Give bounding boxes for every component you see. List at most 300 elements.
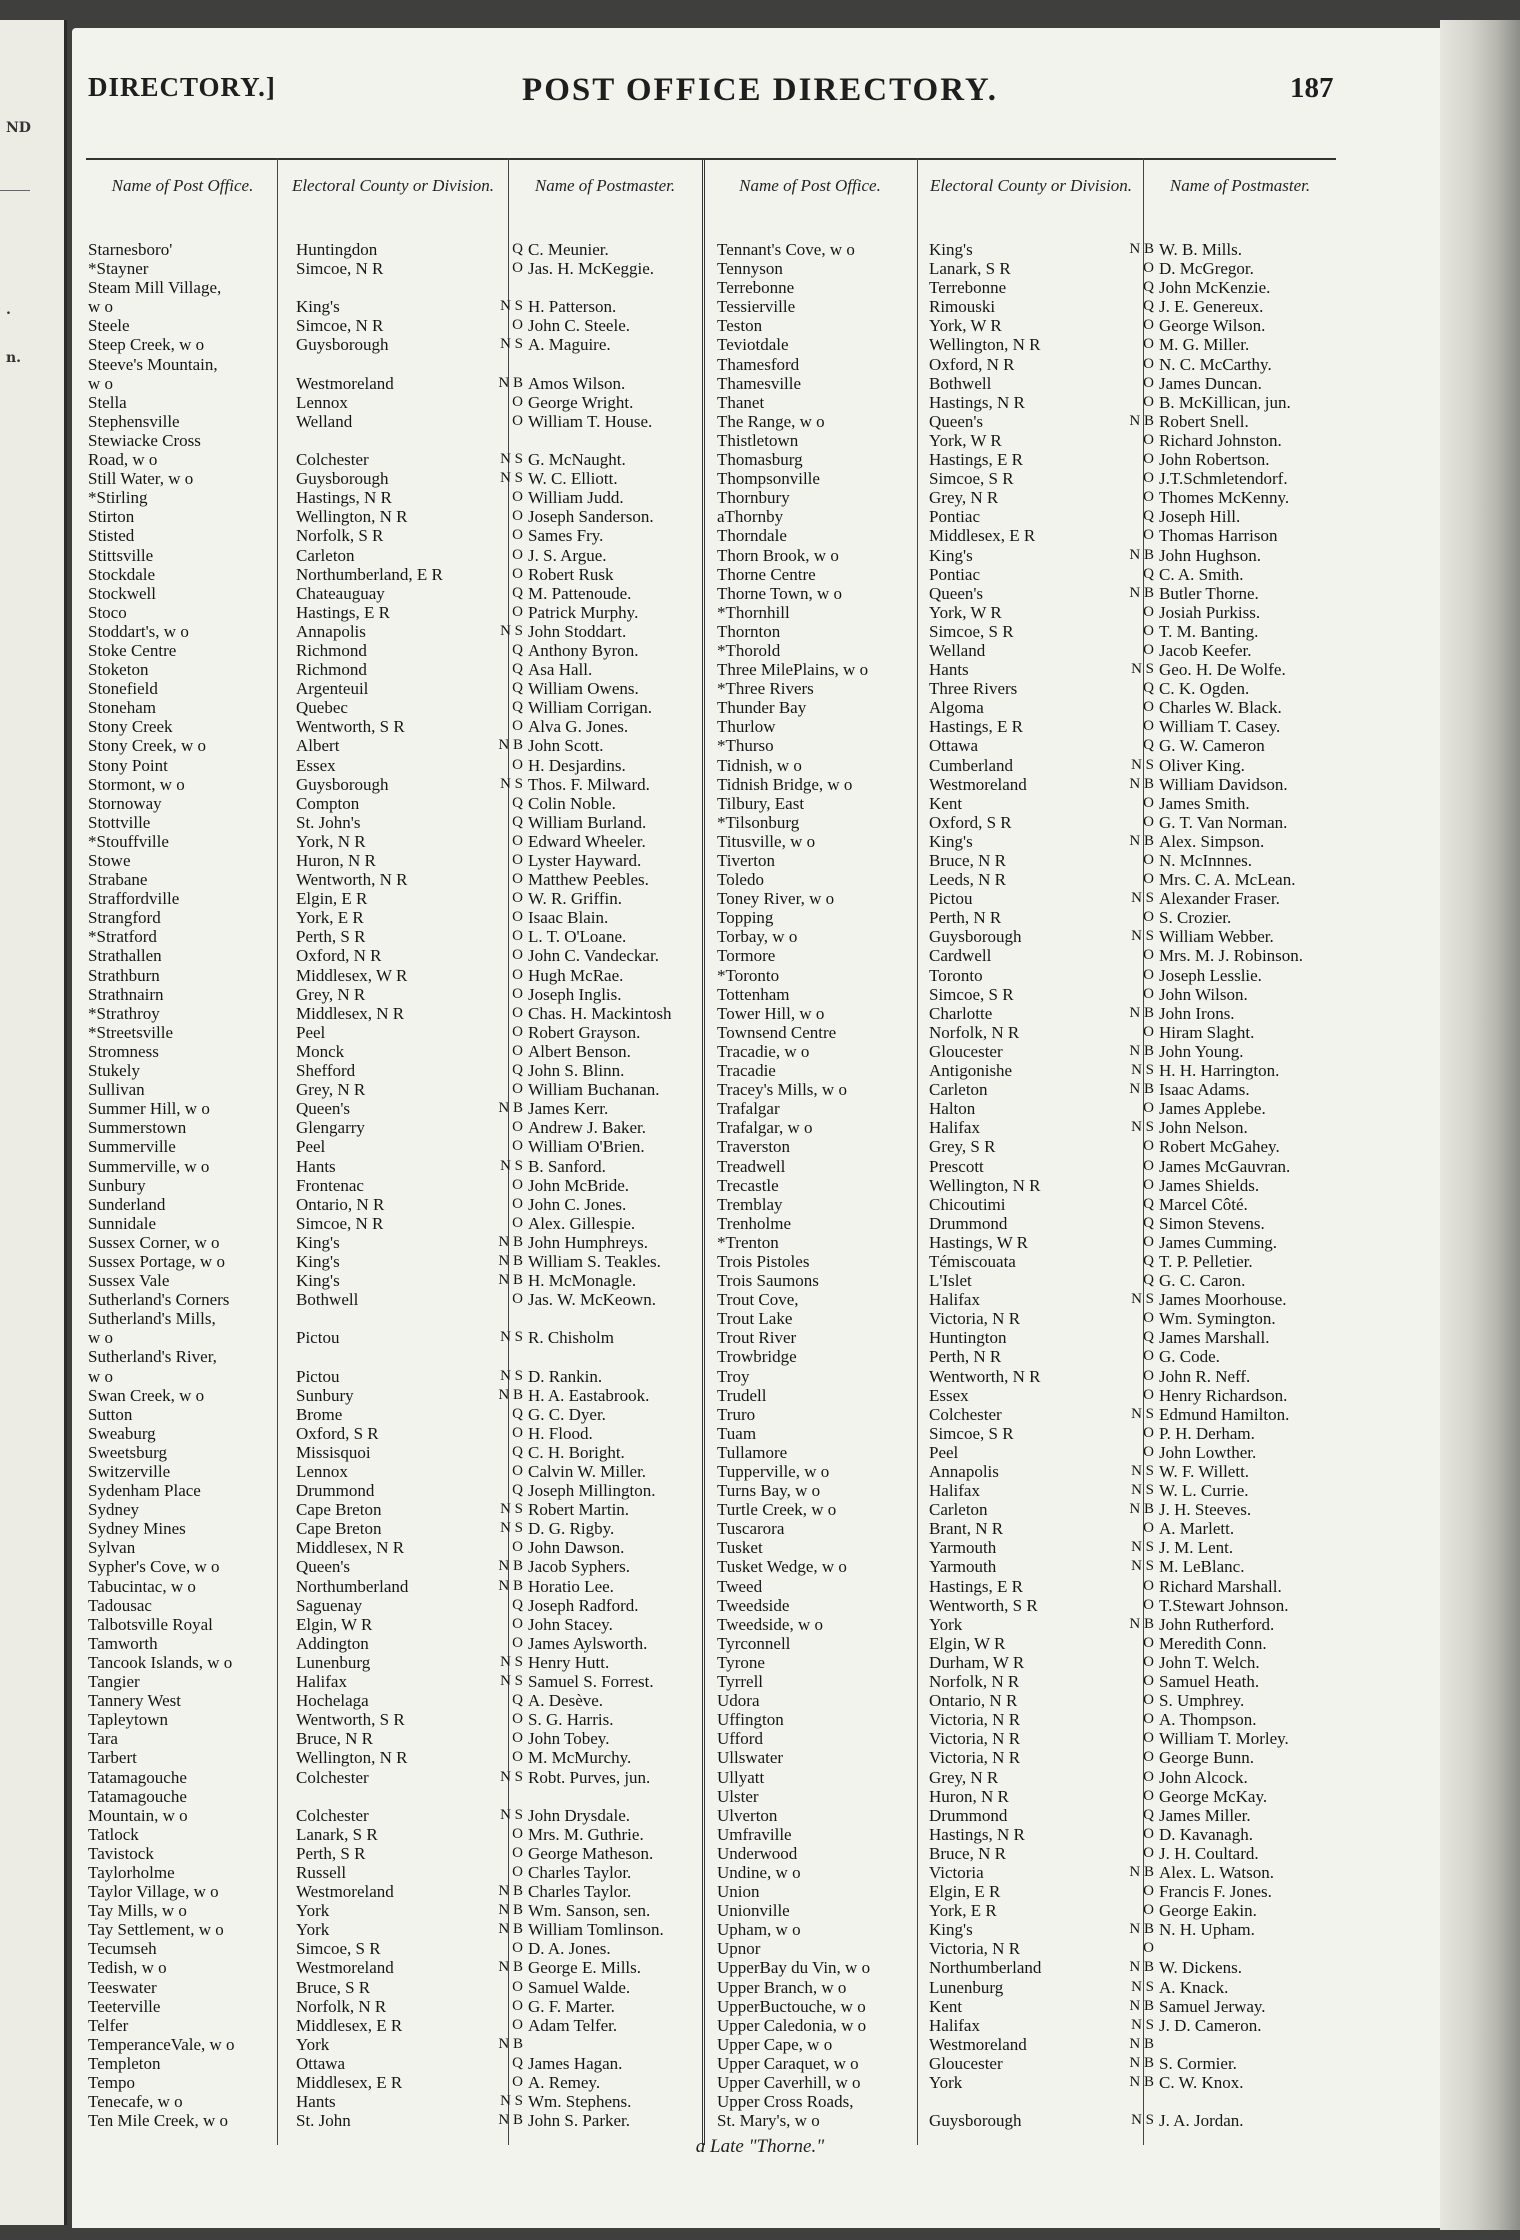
electoral-county: York, W R xyxy=(929,430,1002,450)
postmaster-name: S. Cormier. xyxy=(1159,2053,1237,2073)
province-code: O xyxy=(512,1940,523,1957)
postmaster-name: Sames Fry. xyxy=(528,526,604,546)
post-office-name: Stromness xyxy=(88,1041,159,1061)
electoral-county: Victoria, N R xyxy=(929,1729,1021,1749)
electoral-county: Norfolk, S R xyxy=(296,526,384,546)
province-code: N S xyxy=(1131,756,1154,773)
province-code: O xyxy=(1143,718,1154,735)
province-code: O xyxy=(512,1634,523,1651)
postmaster-name: William Tomlinson. xyxy=(528,1920,664,1940)
postmaster-name: Richard Marshall. xyxy=(1159,1576,1282,1596)
electoral-county: Ontario, N R xyxy=(929,1691,1018,1711)
page-stack-edge xyxy=(1440,20,1520,2230)
electoral-county: Hastings, N R xyxy=(929,1824,1025,1844)
electoral-county: Hastings, N R xyxy=(296,488,392,508)
postmaster-name: John Stoddart. xyxy=(528,621,627,641)
postmaster-name: W. F. Willett. xyxy=(1159,1462,1250,1481)
post-office-name: Sypher's Cove, w o xyxy=(88,1557,220,1577)
province-code: O xyxy=(1143,431,1154,448)
post-office-name: Stella xyxy=(88,392,127,412)
province-code: O xyxy=(512,871,523,888)
post-office-name: *Thornhill xyxy=(717,602,790,622)
province-code: N S xyxy=(500,1673,523,1690)
province-code: N B xyxy=(1129,1863,1154,1880)
electoral-county: Simcoe, S R xyxy=(929,621,1014,641)
postmaster-name: A. Remey. xyxy=(528,2073,601,2092)
post-office-name: Trecastle xyxy=(717,1175,779,1195)
post-office-name: Stony Creek xyxy=(88,717,173,737)
postmaster-name: Francis F. Jones. xyxy=(1159,1882,1272,1902)
post-office-name: Straffordville xyxy=(88,889,180,909)
postmaster-name: George Wilson. xyxy=(1159,316,1266,336)
postmaster-name: William O'Brien. xyxy=(528,1137,645,1157)
postmaster-name: James Shields. xyxy=(1159,1175,1260,1195)
electoral-county: Carleton xyxy=(296,545,355,565)
electoral-county: Norfolk, N R xyxy=(929,1672,1020,1692)
post-office-name: Stoneham xyxy=(88,698,156,718)
province-code: N S xyxy=(500,1367,523,1384)
province-code: O xyxy=(512,393,523,410)
postmaster-name: John Dawson. xyxy=(528,1538,625,1558)
post-office-name: *Thurso xyxy=(717,736,774,756)
electoral-county: Drummond xyxy=(929,1213,1008,1233)
post-office-name: Tweedside xyxy=(717,1595,790,1615)
province-code: O xyxy=(1143,374,1154,391)
postmaster-name: Isaac Adams. xyxy=(1159,1080,1250,1100)
province-code: O xyxy=(1143,947,1154,964)
electoral-county: Three Rivers xyxy=(929,679,1018,699)
post-office-name: Tatlock xyxy=(88,1824,139,1844)
electoral-county: Halifax xyxy=(929,1481,980,1501)
postmaster-name: A. Thompson. xyxy=(1159,1710,1257,1730)
postmaster-name: Geo. H. De Wolfe. xyxy=(1159,660,1286,680)
province-code: O xyxy=(1143,909,1154,926)
post-office-name: Tyrconnell xyxy=(717,1633,791,1653)
post-office-name: Tessierville xyxy=(717,297,796,317)
electoral-county: Halifax xyxy=(929,1118,980,1138)
post-office-name: Tracadie, w o xyxy=(717,1041,810,1061)
province-code: Q xyxy=(512,699,523,716)
postmaster-name: James Applebe. xyxy=(1159,1099,1266,1119)
electoral-county: Huron, N R xyxy=(296,851,376,870)
province-code: O xyxy=(512,909,523,926)
postmaster-name: S. Umphrey. xyxy=(1159,1691,1245,1711)
post-office-name: Strathburn xyxy=(88,965,160,985)
postmaster-name: J.T.Schmletendorf. xyxy=(1159,469,1288,489)
electoral-county: Northumberland, E R xyxy=(296,564,443,584)
postmaster-name: D. McGregor. xyxy=(1159,259,1254,279)
province-code: Q xyxy=(1143,1329,1154,1346)
electoral-county: Antigonishe xyxy=(929,1061,1013,1081)
postmaster-name: John McKenzie. xyxy=(1159,278,1271,298)
post-office-name: Uffington xyxy=(717,1710,784,1730)
postmaster-name: Matthew Peebles. xyxy=(528,870,649,890)
province-code: O xyxy=(1143,1424,1154,1441)
province-code: O xyxy=(512,1195,523,1212)
post-office-name: Strathnairn xyxy=(88,984,164,1004)
electoral-county: Elgin, E R xyxy=(929,1882,1001,1902)
electoral-county: Middlesex, N R xyxy=(296,1538,405,1558)
electoral-county: Cardwell xyxy=(929,946,992,966)
postmaster-name: William Burland. xyxy=(528,812,647,832)
electoral-county: Missisquoi xyxy=(296,1442,371,1462)
postmaster-name: J. M. Lent. xyxy=(1159,1538,1234,1558)
post-office-name: Ten Mile Creek, w o xyxy=(88,2111,228,2131)
province-code: N B xyxy=(1129,1959,1154,1976)
post-office-name: Thornbury xyxy=(717,488,790,508)
post-office-name: Upnor xyxy=(717,1939,761,1959)
post-office-name: Topping xyxy=(717,908,774,928)
electoral-county: Bruce, S R xyxy=(296,1977,371,1997)
postmaster-name: Thos. F. Milward. xyxy=(528,774,650,794)
province-code: Q xyxy=(512,794,523,811)
electoral-county: Wentworth, N R xyxy=(929,1366,1041,1386)
electoral-county: Simcoe, N R xyxy=(296,316,384,336)
province-code: N B xyxy=(1129,1042,1154,1059)
post-office-name: Tennant's Cove, w o xyxy=(717,240,855,259)
electoral-county: Perth, S R xyxy=(296,927,366,947)
province-code: N B xyxy=(498,374,523,391)
postmaster-name: John Nelson. xyxy=(1159,1118,1248,1138)
province-code: O xyxy=(1143,813,1154,830)
electoral-county: Hants xyxy=(296,1156,336,1176)
post-office-name: Turtle Creek, w o xyxy=(717,1500,837,1520)
postmaster-name: George E. Mills. xyxy=(528,1958,642,1978)
postmaster-name: John R. Neff. xyxy=(1159,1366,1251,1386)
postmaster-name: William Buchanan. xyxy=(528,1080,660,1100)
electoral-county: Oxford, S R xyxy=(929,812,1012,832)
post-office-name: Taylorholme xyxy=(88,1862,175,1882)
post-office-name: Titusville, w o xyxy=(717,831,816,851)
province-code: O xyxy=(1143,641,1154,658)
province-code: O xyxy=(1143,1386,1154,1403)
province-code: O xyxy=(512,1176,523,1193)
postmaster-name: William Judd. xyxy=(528,488,624,508)
post-office-name: Stockwell xyxy=(88,583,156,603)
province-code: O xyxy=(1143,1844,1154,1861)
electoral-county: Pontiac xyxy=(929,507,980,527)
post-office-name: Thistletown xyxy=(717,430,799,450)
electoral-county: Halifax xyxy=(296,1672,347,1692)
province-code: N B xyxy=(1129,241,1154,257)
province-code: N S xyxy=(500,1520,523,1537)
province-code: Q xyxy=(512,1692,523,1709)
postmaster-name: John C. Steele. xyxy=(528,316,630,336)
electoral-county: Cape Breton xyxy=(296,1519,382,1539)
province-code: Q xyxy=(512,1596,523,1613)
post-office-name: Tamworth xyxy=(88,1633,158,1653)
post-office-name: aThornby xyxy=(717,507,784,527)
province-code: N S xyxy=(1131,1062,1154,1079)
province-code: N B xyxy=(498,1558,523,1575)
postmaster-name: J. E. Genereux. xyxy=(1159,297,1264,317)
province-code: O xyxy=(512,508,523,525)
electoral-county: Gloucester xyxy=(929,1041,1003,1061)
province-code: O xyxy=(512,317,523,334)
post-office-name: Summer Hill, w o xyxy=(88,1099,210,1119)
province-code: N B xyxy=(1129,1004,1154,1021)
electoral-county: Simcoe, S R xyxy=(929,469,1014,489)
postmaster-name: Meredith Conn. xyxy=(1159,1633,1267,1653)
electoral-county: Halton xyxy=(929,1099,976,1119)
post-office-name: Teeterville xyxy=(88,1996,161,2016)
electoral-county: Queen's xyxy=(929,411,984,431)
province-code: O xyxy=(512,1978,523,1995)
province-code: N B xyxy=(498,2035,523,2052)
postmaster-name: John Scott. xyxy=(528,736,604,756)
province-code: O xyxy=(512,756,523,773)
post-office-name: Thorne Centre xyxy=(717,564,816,584)
electoral-county: York xyxy=(296,2034,330,2054)
province-code: O xyxy=(1143,1711,1154,1728)
post-office-name: Sussex Corner, w o xyxy=(88,1232,220,1252)
province-code: O xyxy=(1143,1310,1154,1327)
post-office-name: Tiverton xyxy=(717,851,775,870)
post-office-name: Sweaburg xyxy=(88,1423,156,1443)
electoral-county: Pictou xyxy=(296,1366,340,1386)
post-office-name: Swan Creek, w o xyxy=(88,1385,205,1405)
postmaster-name: G. C. Caron. xyxy=(1159,1271,1246,1291)
postmaster-name: Jas. W. McKeown. xyxy=(528,1290,656,1310)
post-office-name: *Stirling xyxy=(88,488,148,508)
postmaster-name: John Drysdale. xyxy=(528,1805,630,1825)
province-code: Q xyxy=(1143,1272,1154,1289)
post-office-name: Tennyson xyxy=(717,259,783,279)
electoral-county: Charlotte xyxy=(929,1003,993,1023)
post-office-name: Tara xyxy=(88,1729,118,1749)
province-code: Q xyxy=(1143,1806,1154,1823)
electoral-county: Hastings, N R xyxy=(929,392,1025,412)
postmaster-name: Mrs. M. J. Robinson. xyxy=(1159,946,1304,966)
province-code: O xyxy=(1143,985,1154,1002)
post-office-name: Trenholme xyxy=(717,1213,791,1233)
post-office-name: Troy xyxy=(717,1366,750,1386)
province-code: O xyxy=(1143,1443,1154,1460)
post-office-name: Thomasburg xyxy=(717,450,803,470)
electoral-county: Queen's xyxy=(296,1099,351,1119)
province-code: N B xyxy=(1129,1921,1154,1938)
postmaster-name: Charles W. Black. xyxy=(1159,698,1282,718)
post-office-name: Trout River xyxy=(717,1328,797,1348)
post-office-name: Stittsville xyxy=(88,545,154,565)
post-office-name: Stonefield xyxy=(88,679,158,699)
postmaster-name: Amos Wilson. xyxy=(528,373,626,393)
electoral-county: Westmoreland xyxy=(296,1882,394,1902)
post-office-name: Tangier xyxy=(88,1672,140,1692)
electoral-county: Drummond xyxy=(296,1481,375,1501)
electoral-county: Middlesex, W R xyxy=(296,965,408,985)
electoral-county: Leeds, N R xyxy=(929,870,1006,890)
postmaster-name: C. A. Smith. xyxy=(1159,564,1244,584)
province-code: O xyxy=(512,1138,523,1155)
post-office-name: Stottville xyxy=(88,812,151,832)
post-office-name: *Stayner xyxy=(88,259,149,279)
electoral-county: Témiscouata xyxy=(929,1251,1016,1271)
electoral-county: Annapolis xyxy=(296,621,366,641)
province-code: N B xyxy=(1129,1081,1154,1098)
province-code: N B xyxy=(1129,412,1154,429)
postmaster-name: Richard Johnston. xyxy=(1159,430,1282,450)
adjacent-page-text: n. xyxy=(6,350,22,366)
electoral-county: Elgin, W R xyxy=(929,1633,1006,1653)
electoral-county: Norfolk, N R xyxy=(929,1022,1020,1042)
province-code: N S xyxy=(500,1157,523,1174)
province-code: N B xyxy=(1129,1615,1154,1632)
electoral-county: Guysborough xyxy=(929,927,1022,947)
electoral-county: Wellington, N R xyxy=(929,1175,1041,1195)
electoral-county: Westmoreland xyxy=(929,2034,1027,2054)
postmaster-name: T. M. Banting. xyxy=(1159,621,1259,641)
province-code: N S xyxy=(500,451,523,468)
province-code: N S xyxy=(1131,1558,1154,1575)
electoral-county: York xyxy=(929,2073,963,2092)
province-code: O xyxy=(512,1081,523,1098)
province-code: Q xyxy=(1143,565,1154,582)
postmaster-name: Robert Rusk xyxy=(528,564,614,584)
province-code: Q xyxy=(512,661,523,678)
electoral-county: Wellington, N R xyxy=(929,335,1041,355)
post-office-name: Tapleytown xyxy=(88,1710,169,1730)
electoral-county: Simcoe, S R xyxy=(929,984,1014,1004)
province-code: O xyxy=(1143,1673,1154,1690)
electoral-county: Wentworth, S R xyxy=(296,717,405,737)
post-office-name: Sussex Vale xyxy=(88,1271,170,1291)
post-office-name: Tarbert xyxy=(88,1748,137,1768)
electoral-county: Russell xyxy=(296,1862,347,1882)
electoral-county: Bothwell xyxy=(296,1290,359,1310)
electoral-county: Westmoreland xyxy=(296,373,394,393)
electoral-county: Victoria, N R xyxy=(929,1309,1021,1329)
province-code: O xyxy=(512,1749,523,1766)
electoral-county: Wentworth, S R xyxy=(296,1710,405,1730)
post-office-name: Thamesford xyxy=(717,354,800,374)
post-office-name: w o xyxy=(88,1366,114,1386)
electoral-county: Perth, S R xyxy=(296,1843,366,1863)
postmaster-name: Adam Telfer. xyxy=(528,2015,618,2035)
post-office-name: Ulverton xyxy=(717,1805,778,1825)
postmaster-name: Joseph Hill. xyxy=(1159,507,1241,527)
electoral-county: Hastings, W R xyxy=(929,1232,1029,1252)
province-code: Q xyxy=(512,1405,523,1422)
electoral-county: Pontiac xyxy=(929,564,980,584)
post-office-name: Teston xyxy=(717,316,763,336)
postmaster-name: Jacob Syphers. xyxy=(528,1557,630,1577)
postmaster-name: George Wright. xyxy=(528,392,634,412)
province-code: O xyxy=(1143,489,1154,506)
postmaster-name: Alex. L. Watson. xyxy=(1159,1862,1274,1882)
province-code: N S xyxy=(500,470,523,487)
electoral-county: Kent xyxy=(929,1996,963,2016)
province-code: O xyxy=(1143,527,1154,544)
electoral-county: Simcoe, N R xyxy=(296,1213,384,1233)
post-office-name: Undine, w o xyxy=(717,1862,801,1882)
header-rule xyxy=(86,158,1336,160)
post-office-name: Udora xyxy=(717,1691,760,1711)
province-code: O xyxy=(1143,1634,1154,1651)
province-code: O xyxy=(512,2074,523,2090)
province-code: Q xyxy=(512,680,523,697)
electoral-county: King's xyxy=(296,297,340,317)
electoral-county: Colchester xyxy=(296,450,369,470)
postmaster-name: C. K. Ogden. xyxy=(1159,679,1250,699)
postmaster-name: John Humphreys. xyxy=(528,1232,648,1252)
adjacent-page-text: . xyxy=(6,302,11,318)
postmaster-name: William Corrigan. xyxy=(528,698,652,718)
postmaster-name: Butler Thorne. xyxy=(1159,583,1259,603)
electoral-county: Middlesex, E R xyxy=(296,2015,403,2035)
postmaster-name: Robert Snell. xyxy=(1159,411,1249,431)
postmaster-name: Mrs. C. A. McLean. xyxy=(1159,870,1296,890)
electoral-county: Glengarry xyxy=(296,1118,365,1138)
postmaster-name: Robt. Purves, jun. xyxy=(528,1767,651,1787)
postmaster-name: W. C. Elliott. xyxy=(528,469,618,489)
province-code: O xyxy=(1143,871,1154,888)
province-code: O xyxy=(1143,470,1154,487)
province-code: N B xyxy=(1129,1501,1154,1518)
post-office-name: Stukely xyxy=(88,1061,140,1081)
post-office-name: Thorn Brook, w o xyxy=(717,545,839,565)
electoral-county: Albert xyxy=(296,736,340,756)
column-header-office: Name of Post Office. xyxy=(111,176,254,195)
electoral-county: Elgin, W R xyxy=(296,1614,373,1634)
electoral-county: Carleton xyxy=(929,1080,988,1100)
post-office-name: Trowbridge xyxy=(717,1347,797,1367)
province-code: O xyxy=(512,1424,523,1441)
province-code: Q xyxy=(512,2054,523,2071)
post-office-name: Talbotsville Royal xyxy=(88,1614,213,1634)
electoral-county: Huron, N R xyxy=(929,1786,1009,1806)
post-office-name: Tidnish, w o xyxy=(717,755,802,775)
column-header-postmaster: Name of Postmaster. xyxy=(1169,176,1311,195)
province-code: O xyxy=(512,1004,523,1021)
postmaster-name: Wm. Sanson, sen. xyxy=(528,1901,651,1921)
post-office-name: Trout Lake xyxy=(717,1309,793,1329)
post-office-name: Ulster xyxy=(717,1786,759,1806)
electoral-county: Gloucester xyxy=(929,2053,1003,2073)
province-code: O xyxy=(1143,966,1154,983)
province-code: O xyxy=(1143,1902,1154,1919)
province-code: N S xyxy=(1131,1405,1154,1422)
post-office-name: Toney River, w o xyxy=(717,889,835,909)
province-code: O xyxy=(512,985,523,1002)
province-code: Q xyxy=(512,1443,523,1460)
province-code: O xyxy=(512,1711,523,1728)
postmaster-name: James Moorhouse. xyxy=(1159,1290,1287,1310)
post-office-name: Trudell xyxy=(717,1385,767,1405)
electoral-county: Guysborough xyxy=(296,469,389,489)
electoral-county: Saguenay xyxy=(296,1595,363,1615)
postmaster-name: H. H. Harrington. xyxy=(1159,1061,1280,1081)
post-office-name: Ullyatt xyxy=(717,1767,765,1787)
postmaster-name: Samuel Jerway. xyxy=(1159,1996,1266,2016)
electoral-county: Simcoe, S R xyxy=(929,1423,1014,1443)
postmaster-name: James Kerr. xyxy=(528,1099,609,1119)
province-code: Q xyxy=(1143,1214,1154,1231)
postmaster-name: Edward Wheeler. xyxy=(528,831,646,851)
post-office-name: Unionville xyxy=(717,1901,790,1921)
post-office-name: Teeswater xyxy=(88,1977,157,1997)
province-code: Q xyxy=(1143,737,1154,754)
electoral-county: Queen's xyxy=(296,1557,351,1577)
postmaster-name: T. P. Pelletier. xyxy=(1159,1251,1253,1271)
post-office-name: Sussex Portage, w o xyxy=(88,1251,225,1271)
postmaster-name: G. W. Cameron xyxy=(1159,736,1265,756)
postmaster-name: Samuel Heath. xyxy=(1159,1672,1260,1692)
post-office-name: Umfraville xyxy=(717,1824,792,1844)
electoral-county: Ontario, N R xyxy=(296,1194,385,1214)
province-code: N S xyxy=(1131,1539,1154,1556)
postmaster-name: Alexander Fraser. xyxy=(1159,889,1280,909)
